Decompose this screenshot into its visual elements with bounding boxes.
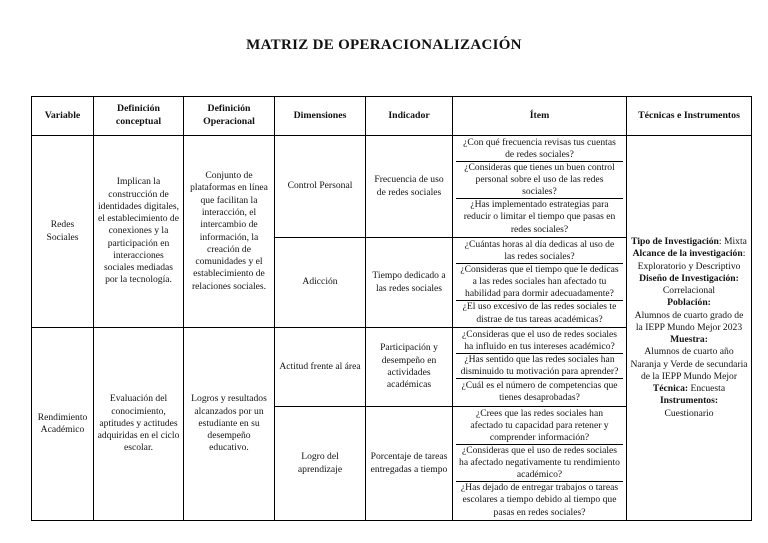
muestra (630, 334, 748, 383)
items-cell (453, 238, 627, 328)
dimension-cell: Logro del aprendizaje (275, 407, 366, 521)
muestra-label: Muestra: (670, 334, 708, 346)
tipo-label: Tipo de Investigación (631, 236, 719, 247)
header-dimensiones: Dimensiones (275, 97, 366, 136)
indicator-cell: Tiempo dedicado a las redes sociales (366, 238, 453, 328)
dimension-cell: Adicción (275, 238, 366, 328)
diseno-value: Correlacional (662, 285, 716, 297)
instrumentos (630, 395, 748, 420)
item-question: ¿Has dejado de entregar trabajos o tareas escolares a tiempo debido al tiempo que pasas en redes sociales? (460, 482, 619, 518)
header-row (32, 97, 752, 136)
indicator-cell: Porcentaje de tareas entregadas a tiempo (366, 407, 453, 521)
alcance-label: Alcance de la investigación (632, 248, 743, 260)
item-question: ¿Con qué frecuencia revisas tus cuentas de redes sociales? (456, 137, 623, 162)
alcance-value: : Exploratorio y Descriptivo (637, 248, 746, 272)
instrumentos-label: Instrumentos: (659, 395, 719, 407)
header-def-conceptual: Definición conceptual (94, 97, 184, 136)
tecnica-label: Técnica: (652, 383, 689, 395)
header-def-operacional: Definición Operacional (184, 97, 275, 136)
tecnicas-cell (627, 136, 752, 521)
tipo-investigacion (630, 236, 748, 248)
item-question: ¿Consideras que el uso de redes sociales ha afectado negativamente tu rendimiento académico? (456, 445, 623, 482)
tecnica-value: Encuesta (688, 383, 726, 395)
item-question: ¿Consideras que tienes un buen control personal sobre el uso de las redes sociales? (456, 162, 623, 199)
dimension-cell: Control Personal (275, 136, 366, 238)
item-question: ¿Consideras que el uso de redes sociales ha influido en tus intereses académico? (456, 329, 623, 354)
items-cell (453, 407, 627, 521)
header-tecnicas: Técnicas e Instrumentos (627, 97, 752, 136)
muestra-value: Alumnos de cuarto año Naranja y Verde de secundaria de la IEPP Mundo Mejor (630, 346, 748, 382)
header-item: Ítem (453, 97, 627, 136)
item-question: ¿Consideras que el tiempo que le dedicas a las redes sociales han afectado tu habilidad para dormir adecuadamente? (456, 264, 623, 301)
item-question: ¿Cuál es el número de competencias que tienes desaprobadas? (461, 379, 618, 403)
operationalization-matrix (31, 96, 752, 521)
def-operacional-cell: Logros y resultados alcanzados por un estudiante en su desempeño educativo. (184, 328, 275, 521)
items-cell (453, 136, 627, 238)
def-conceptual-cell: Evaluación del conocimiento, aptitudes y actitudes adquiridas en el ciclo escolar. (94, 328, 184, 521)
document-title: MATRIZ DE OPERACIONALIZACIÓN (246, 37, 522, 53)
dimension-cell: Actitud frente al área (275, 328, 366, 407)
variable-cell: Rendimiento Académico (32, 328, 94, 521)
def-conceptual-cell: Implican la construcción de identidades digitales, el establecimiento de conexiones y la participación en interacciones sociales mediadas por la tecnología. (94, 136, 184, 328)
item-question: ¿Cuántas horas al día dedicas al uso de las redes sociales? (456, 239, 623, 264)
poblacion-value: Alumnos de cuarto grado de la IEPP Mundo Mejor 2023 (634, 309, 744, 333)
header-indicador: Indicador (366, 97, 453, 136)
item-question: ¿Crees que las redes sociales han afectado tu capacidad para retener y comprender información? (456, 408, 623, 445)
header-variable: Variable (32, 97, 94, 136)
item-question: ¿Has sentido que las redes sociales han disminuido tu motivación para aprender? (456, 354, 623, 379)
alcance-investigacion (630, 248, 748, 273)
poblacion-label: Población: (667, 297, 711, 309)
def-operacional-cell: Conjunto de plataformas en línea que facilitan la interacción, el intercambio de información, la creación de comunidades y el establecimiento de relaciones sociales. (184, 136, 275, 328)
item-question: ¿El uso excesivo de las redes sociales te distrae de tus tareas académicas? (462, 301, 617, 325)
items-cell (453, 328, 627, 407)
diseno-investigacion (630, 273, 748, 298)
tecnica (630, 383, 748, 395)
item-question: ¿Has implementado estrategias para reducir o limitar el tiempo que pasas en redes sociales? (463, 199, 616, 235)
tipo-value: : Mixta (718, 236, 747, 247)
diseno-label: Diseño de Investigación: (639, 272, 739, 284)
instrumentos-value: Cuestionario (664, 407, 714, 419)
indicator-cell: Participación y desempeño en actividades académicas (366, 328, 453, 407)
indicator-cell: Frecuencia de uso de redes sociales (366, 136, 453, 238)
table-row (32, 136, 752, 238)
variable-cell: Redes Sociales (32, 136, 94, 328)
poblacion (630, 297, 748, 334)
